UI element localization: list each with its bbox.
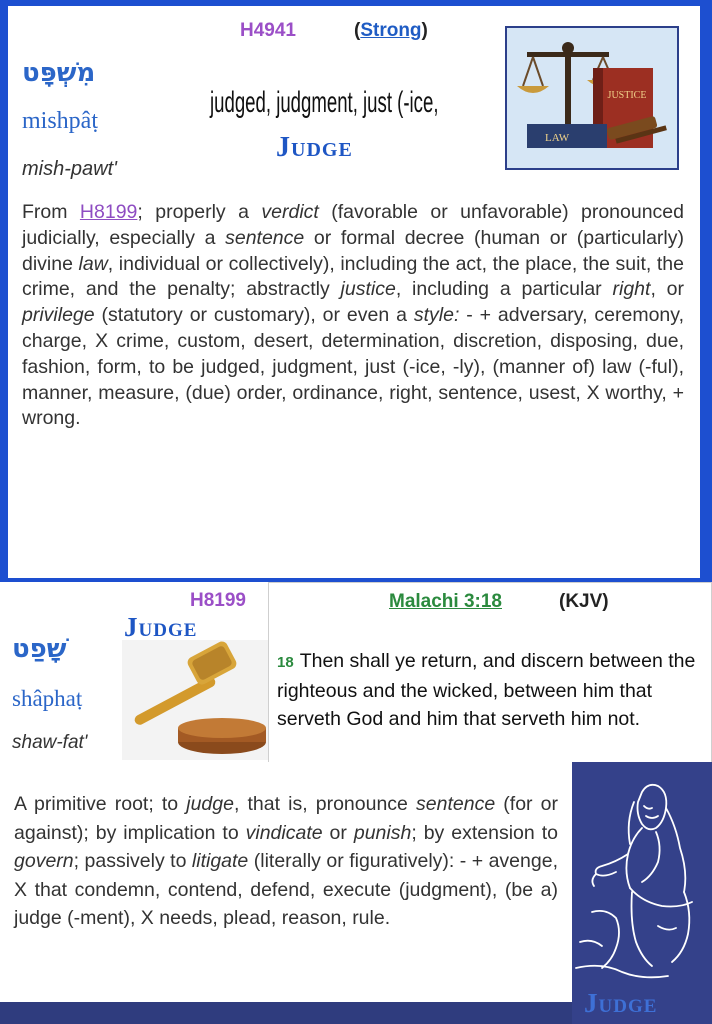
scales-gavel-illustration [507,28,677,168]
definition-shaphat: A primitive root; to judge, that is, pronounce sentence (for or against); by implication to vindicate or punish; by extension to govern; passively to litigate (literally or figuratively): - + avenge, X that condemn, contend, defend, execute (judgment), (be a) judge (-ment), X needs, plead, reason, rule. [14,793,558,929]
verse-number: 18 [277,654,294,671]
verse-version: (KJV) [559,591,609,612]
verse-body: Then shall ye return, and discern between the righteous and the wicked, between him that serveth God and him that serveth him not. [277,650,696,730]
transliteration-mishpat: mishpâṭ [22,108,98,134]
link-h8199[interactable]: H8199 [79,201,138,223]
justice-scales-image [505,26,679,170]
strong-id-h4941: H4941 [240,20,296,41]
hebrew-word-mishpat: מִשְׁפָּט [22,58,96,88]
justice-book-label: JUSTICE [607,90,647,101]
pronunciation-mishpat: mish-pawt' [22,158,117,180]
definition-mishpat: From H8199; properly a verdict (favorable or unfavorable) pronounced judicially, especially a sentence or formal decree (human or (particularly) divine law, individual or collectively), including the act, the place, the suit, the crime, and the penalty; abstractly justice, including a particular right, or privilege (statutory or customary), or even a style: - + adversary, ceremony, charge, X crime, custom, desert, determination, discretion, disposing, due, fashion, form, to be judged, judgment, just (-ice, -ly), (manner of) law (-ful), manner, measure, (due) order, ordinance, right, sentence, usest, X worthy, + wrong. [22,201,685,430]
jesus-illustration-panel [572,762,712,1024]
definition-shaphat-card [0,762,572,1002]
law-book-label: LAW [545,132,570,144]
strong-reference: (Strong) [354,20,428,41]
gavel-image [122,640,270,760]
entry-h8199-card [0,582,270,762]
hebrew-word-shaphat: שָׁפַט [12,634,67,664]
verse-reference-link[interactable]: Malachi 3:18 [389,591,502,612]
judge-title-2: Judge [124,612,198,642]
transliteration-shaphat: shâphaṭ [12,686,83,711]
verse-card [268,582,712,764]
judge-title-1: Judge [276,132,353,163]
strong-id-h8199: H8199 [190,590,246,611]
strong-link[interactable]: Strong [360,20,422,41]
seated-judge-illustration [572,762,712,988]
pronunciation-shaphat: shaw-fat' [12,732,88,753]
gloss-mishpat: judged, judgment, just (-ice, [210,86,439,119]
gavel-illustration [122,640,270,760]
verse-text [277,647,707,733]
judge-title-3: Judge [584,988,658,1018]
